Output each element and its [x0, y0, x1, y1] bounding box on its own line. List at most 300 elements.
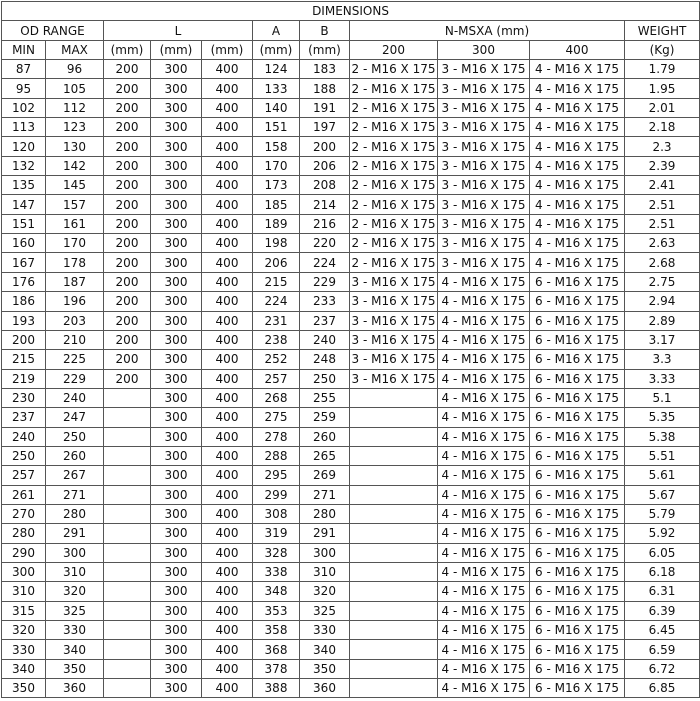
l400-cell: 400	[202, 176, 253, 195]
l200-cell: 200	[104, 214, 151, 233]
bolts300-cell: 4 - M16 X 175	[438, 601, 530, 620]
bolts400-cell: 6 - M16 X 175	[530, 408, 625, 427]
od-min-cell: 176	[2, 272, 46, 291]
header-l: L	[104, 21, 253, 40]
l200-cell	[104, 543, 151, 562]
weight-cell: 5.67	[625, 485, 700, 504]
od-min-cell: 120	[2, 137, 46, 156]
bolts400-cell: 4 - M16 X 175	[530, 118, 625, 137]
l300-cell: 300	[151, 118, 202, 137]
l400-cell: 400	[202, 195, 253, 214]
l300-cell: 300	[151, 427, 202, 446]
table-row	[2, 195, 700, 214]
bolts300-cell: 4 - M16 X 175	[438, 369, 530, 388]
table-row	[2, 466, 700, 485]
bolts300-cell: 4 - M16 X 175	[438, 350, 530, 369]
weight-cell: 6.85	[625, 679, 700, 698]
l400-cell: 400	[202, 427, 253, 446]
od-max-cell: 96	[46, 60, 104, 79]
table-row	[2, 176, 700, 195]
bolts300-cell: 4 - M16 X 175	[438, 292, 530, 311]
table-row	[2, 118, 700, 137]
od-max-cell: 203	[46, 311, 104, 330]
od-min-cell: 250	[2, 446, 46, 465]
od-max-cell: 271	[46, 485, 104, 504]
table-body	[2, 60, 700, 698]
a-cell: 170	[253, 156, 300, 175]
bolts300-cell: 4 - M16 X 175	[438, 659, 530, 678]
l200-cell: 200	[104, 253, 151, 272]
b-cell: 255	[300, 388, 350, 407]
od-min-cell: 320	[2, 621, 46, 640]
l400-cell: 400	[202, 582, 253, 601]
bolts400-cell: 6 - M16 X 175	[530, 427, 625, 446]
l300-cell: 300	[151, 388, 202, 407]
bolts200-cell: 3 - M16 X 175	[350, 350, 438, 369]
l200-cell	[104, 524, 151, 543]
a-cell: 185	[253, 195, 300, 214]
l400-cell: 400	[202, 156, 253, 175]
dimensions-table	[1, 1, 700, 698]
l200-cell: 200	[104, 311, 151, 330]
b-cell: 233	[300, 292, 350, 311]
bolts200-cell	[350, 659, 438, 678]
a-cell: 252	[253, 350, 300, 369]
bolts300-cell: 4 - M16 X 175	[438, 562, 530, 581]
bolts400-cell: 6 - M16 X 175	[530, 311, 625, 330]
l300-cell: 300	[151, 601, 202, 620]
od-max-cell: 240	[46, 388, 104, 407]
table-row	[2, 524, 700, 543]
weight-cell: 2.18	[625, 118, 700, 137]
l300-cell: 300	[151, 562, 202, 581]
l400-cell: 400	[202, 621, 253, 640]
table-row	[2, 156, 700, 175]
bolts300-cell: 4 - M16 X 175	[438, 679, 530, 698]
l200-cell	[104, 504, 151, 523]
bolts400-cell: 6 - M16 X 175	[530, 369, 625, 388]
od-min-cell: 230	[2, 388, 46, 407]
l300-cell: 300	[151, 292, 202, 311]
od-max-cell: 360	[46, 679, 104, 698]
a-cell: 158	[253, 137, 300, 156]
l300-cell: 300	[151, 79, 202, 98]
bolts200-cell	[350, 524, 438, 543]
od-min-cell: 330	[2, 640, 46, 659]
l400-cell: 400	[202, 640, 253, 659]
bolts400-cell: 4 - M16 X 175	[530, 137, 625, 156]
bolts200-cell: 2 - M16 X 175	[350, 137, 438, 156]
l400-cell: 400	[202, 137, 253, 156]
a-cell: 231	[253, 311, 300, 330]
bolts200-cell: 2 - M16 X 175	[350, 214, 438, 233]
l200-cell	[104, 485, 151, 504]
l400-cell: 400	[202, 446, 253, 465]
b-cell: 350	[300, 659, 350, 678]
a-cell: 173	[253, 176, 300, 195]
bolts400-cell: 6 - M16 X 175	[530, 330, 625, 349]
l300-cell: 300	[151, 446, 202, 465]
table-row	[2, 562, 700, 581]
l200-cell: 200	[104, 60, 151, 79]
weight-cell: 2.89	[625, 311, 700, 330]
l200-cell: 200	[104, 292, 151, 311]
od-min-cell: 237	[2, 408, 46, 427]
bolts200-cell	[350, 388, 438, 407]
l200-cell: 200	[104, 330, 151, 349]
od-max-cell: 320	[46, 582, 104, 601]
b-cell: 300	[300, 543, 350, 562]
bolts300-cell: 4 - M16 X 175	[438, 485, 530, 504]
l200-cell: 200	[104, 195, 151, 214]
bolts200-cell	[350, 679, 438, 698]
od-min-cell: 270	[2, 504, 46, 523]
bolts300-cell: 3 - M16 X 175	[438, 118, 530, 137]
od-min-cell: 135	[2, 176, 46, 195]
bolts300-cell: 3 - M16 X 175	[438, 79, 530, 98]
bolts200-cell: 3 - M16 X 175	[350, 311, 438, 330]
table-title: DIMENSIONS	[2, 2, 700, 21]
l400-cell: 400	[202, 272, 253, 291]
header-a: A	[253, 21, 300, 40]
table-row	[2, 79, 700, 98]
l200-cell	[104, 582, 151, 601]
od-min-cell: 200	[2, 330, 46, 349]
a-cell: 288	[253, 446, 300, 465]
od-max-cell: 247	[46, 408, 104, 427]
bolts300-cell: 4 - M16 X 175	[438, 543, 530, 562]
l300-cell: 300	[151, 485, 202, 504]
od-max-cell: 250	[46, 427, 104, 446]
weight-cell: 2.51	[625, 195, 700, 214]
bolts300-cell: 3 - M16 X 175	[438, 234, 530, 253]
l200-cell: 200	[104, 369, 151, 388]
od-max-cell: 170	[46, 234, 104, 253]
l400-cell: 400	[202, 330, 253, 349]
bolts200-cell	[350, 640, 438, 659]
a-cell: 151	[253, 118, 300, 137]
b-cell: 208	[300, 176, 350, 195]
bolts300-cell: 4 - M16 X 175	[438, 621, 530, 640]
weight-cell: 5.1	[625, 388, 700, 407]
weight-cell: 1.79	[625, 60, 700, 79]
bolts400-cell: 4 - M16 X 175	[530, 156, 625, 175]
od-max-cell: 225	[46, 350, 104, 369]
weight-cell: 6.45	[625, 621, 700, 640]
b-cell: 214	[300, 195, 350, 214]
od-min-cell: 261	[2, 485, 46, 504]
table-row	[2, 330, 700, 349]
sub-header-b-unit: (mm)	[300, 40, 350, 59]
l200-cell	[104, 659, 151, 678]
od-min-cell: 167	[2, 253, 46, 272]
od-min-cell: 193	[2, 311, 46, 330]
weight-cell: 1.95	[625, 79, 700, 98]
bolts400-cell: 6 - M16 X 175	[530, 524, 625, 543]
b-cell: 206	[300, 156, 350, 175]
l200-cell	[104, 621, 151, 640]
l400-cell: 400	[202, 679, 253, 698]
a-cell: 388	[253, 679, 300, 698]
od-min-cell: 102	[2, 98, 46, 117]
bolts400-cell: 6 - M16 X 175	[530, 679, 625, 698]
table-row	[2, 214, 700, 233]
l200-cell	[104, 640, 151, 659]
bolts300-cell: 4 - M16 X 175	[438, 446, 530, 465]
weight-cell: 2.63	[625, 234, 700, 253]
l300-cell: 300	[151, 214, 202, 233]
od-max-cell: 267	[46, 466, 104, 485]
bolts300-cell: 4 - M16 X 175	[438, 640, 530, 659]
weight-cell: 5.38	[625, 427, 700, 446]
od-max-cell: 157	[46, 195, 104, 214]
od-min-cell: 95	[2, 79, 46, 98]
weight-cell: 3.17	[625, 330, 700, 349]
b-cell: 240	[300, 330, 350, 349]
bolts400-cell: 6 - M16 X 175	[530, 504, 625, 523]
header-b: B	[300, 21, 350, 40]
table-row	[2, 504, 700, 523]
l400-cell: 400	[202, 562, 253, 581]
bolts200-cell: 2 - M16 X 175	[350, 79, 438, 98]
bolts400-cell: 4 - M16 X 175	[530, 176, 625, 195]
od-max-cell: 340	[46, 640, 104, 659]
l200-cell	[104, 427, 151, 446]
l300-cell: 300	[151, 524, 202, 543]
bolts400-cell: 6 - M16 X 175	[530, 601, 625, 620]
table-row	[2, 253, 700, 272]
l300-cell: 300	[151, 659, 202, 678]
b-cell: 271	[300, 485, 350, 504]
bolts200-cell	[350, 543, 438, 562]
header-od-range: OD RANGE	[2, 21, 104, 40]
bolts400-cell: 4 - M16 X 175	[530, 98, 625, 117]
weight-cell: 2.01	[625, 98, 700, 117]
bolts400-cell: 4 - M16 X 175	[530, 195, 625, 214]
bolts300-cell: 4 - M16 X 175	[438, 272, 530, 291]
weight-cell: 6.72	[625, 659, 700, 678]
l400-cell: 400	[202, 408, 253, 427]
bolts200-cell: 3 - M16 X 175	[350, 292, 438, 311]
bolts200-cell: 2 - M16 X 175	[350, 118, 438, 137]
od-max-cell: 260	[46, 446, 104, 465]
bolts200-cell: 2 - M16 X 175	[350, 60, 438, 79]
b-cell: 188	[300, 79, 350, 98]
od-max-cell: 187	[46, 272, 104, 291]
sub-header-weight-unit: (Kg)	[625, 40, 700, 59]
bolts300-cell: 3 - M16 X 175	[438, 176, 530, 195]
sub-header-min: MIN	[2, 40, 46, 59]
l300-cell: 300	[151, 60, 202, 79]
b-cell: 360	[300, 679, 350, 698]
weight-cell: 5.51	[625, 446, 700, 465]
l400-cell: 400	[202, 601, 253, 620]
l400-cell: 400	[202, 118, 253, 137]
table-row	[2, 659, 700, 678]
l300-cell: 300	[151, 272, 202, 291]
a-cell: 368	[253, 640, 300, 659]
sub-header-l-unit: (mm)	[151, 40, 202, 59]
bolts200-cell	[350, 408, 438, 427]
od-max-cell: 350	[46, 659, 104, 678]
b-cell: 224	[300, 253, 350, 272]
bolts400-cell: 4 - M16 X 175	[530, 253, 625, 272]
bolts400-cell: 6 - M16 X 175	[530, 446, 625, 465]
l300-cell: 300	[151, 582, 202, 601]
l200-cell: 200	[104, 79, 151, 98]
od-min-cell: 300	[2, 562, 46, 581]
l200-cell: 200	[104, 137, 151, 156]
l200-cell	[104, 679, 151, 698]
od-min-cell: 113	[2, 118, 46, 137]
l300-cell: 300	[151, 330, 202, 349]
l400-cell: 400	[202, 253, 253, 272]
bolts300-cell: 3 - M16 X 175	[438, 195, 530, 214]
b-cell: 250	[300, 369, 350, 388]
a-cell: 348	[253, 582, 300, 601]
bolts200-cell	[350, 621, 438, 640]
od-max-cell: 330	[46, 621, 104, 640]
b-cell: 216	[300, 214, 350, 233]
bolts400-cell: 6 - M16 X 175	[530, 292, 625, 311]
l200-cell	[104, 446, 151, 465]
table-row	[2, 408, 700, 427]
b-cell: 183	[300, 60, 350, 79]
b-cell: 330	[300, 621, 350, 640]
od-min-cell: 240	[2, 427, 46, 446]
l200-cell: 200	[104, 176, 151, 195]
b-cell: 340	[300, 640, 350, 659]
weight-cell: 6.59	[625, 640, 700, 659]
bolts400-cell: 4 - M16 X 175	[530, 79, 625, 98]
l300-cell: 300	[151, 350, 202, 369]
a-cell: 278	[253, 427, 300, 446]
od-min-cell: 350	[2, 679, 46, 698]
weight-cell: 2.94	[625, 292, 700, 311]
table-row	[2, 350, 700, 369]
bolts300-cell: 4 - M16 X 175	[438, 466, 530, 485]
sub-header-row	[2, 40, 700, 59]
l200-cell: 200	[104, 156, 151, 175]
a-cell: 206	[253, 253, 300, 272]
sub-header-200: 200	[350, 40, 438, 59]
od-max-cell: 310	[46, 562, 104, 581]
od-max-cell: 196	[46, 292, 104, 311]
sub-header-max: MAX	[46, 40, 104, 59]
bolts300-cell: 3 - M16 X 175	[438, 214, 530, 233]
b-cell: 197	[300, 118, 350, 137]
od-max-cell: 142	[46, 156, 104, 175]
b-cell: 280	[300, 504, 350, 523]
weight-cell: 6.05	[625, 543, 700, 562]
l400-cell: 400	[202, 214, 253, 233]
bolts400-cell: 6 - M16 X 175	[530, 543, 625, 562]
bolts400-cell: 6 - M16 X 175	[530, 350, 625, 369]
a-cell: 215	[253, 272, 300, 291]
bolts400-cell: 6 - M16 X 175	[530, 485, 625, 504]
od-min-cell: 87	[2, 60, 46, 79]
a-cell: 328	[253, 543, 300, 562]
b-cell: 259	[300, 408, 350, 427]
b-cell: 320	[300, 582, 350, 601]
sub-header-l-unit: (mm)	[202, 40, 253, 59]
l400-cell: 400	[202, 485, 253, 504]
table-row	[2, 679, 700, 698]
l300-cell: 300	[151, 369, 202, 388]
table-row	[2, 427, 700, 446]
l200-cell: 200	[104, 272, 151, 291]
b-cell: 248	[300, 350, 350, 369]
od-min-cell: 315	[2, 601, 46, 620]
group-header-row	[2, 21, 700, 40]
table-row	[2, 388, 700, 407]
bolts200-cell: 3 - M16 X 175	[350, 272, 438, 291]
l300-cell: 300	[151, 543, 202, 562]
l400-cell: 400	[202, 388, 253, 407]
header-nmsxa: N-MSXA (mm)	[350, 21, 625, 40]
bolts400-cell: 6 - M16 X 175	[530, 640, 625, 659]
weight-cell: 2.51	[625, 214, 700, 233]
b-cell: 269	[300, 466, 350, 485]
l300-cell: 300	[151, 234, 202, 253]
l300-cell: 300	[151, 253, 202, 272]
table-row	[2, 485, 700, 504]
od-max-cell: 112	[46, 98, 104, 117]
a-cell: 124	[253, 60, 300, 79]
b-cell: 260	[300, 427, 350, 446]
l400-cell: 400	[202, 98, 253, 117]
bolts200-cell: 3 - M16 X 175	[350, 330, 438, 349]
weight-cell: 2.39	[625, 156, 700, 175]
table-row	[2, 601, 700, 620]
od-max-cell: 105	[46, 79, 104, 98]
a-cell: 378	[253, 659, 300, 678]
table-row	[2, 137, 700, 156]
weight-cell: 3.3	[625, 350, 700, 369]
bolts200-cell: 2 - M16 X 175	[350, 98, 438, 117]
bolts200-cell	[350, 485, 438, 504]
b-cell: 237	[300, 311, 350, 330]
sub-header-l-unit: (mm)	[104, 40, 151, 59]
bolts300-cell: 4 - M16 X 175	[438, 408, 530, 427]
b-cell: 291	[300, 524, 350, 543]
bolts200-cell	[350, 582, 438, 601]
bolts200-cell: 2 - M16 X 175	[350, 176, 438, 195]
table-row	[2, 98, 700, 117]
a-cell: 308	[253, 504, 300, 523]
bolts300-cell: 4 - M16 X 175	[438, 311, 530, 330]
l400-cell: 400	[202, 524, 253, 543]
bolts300-cell: 4 - M16 X 175	[438, 504, 530, 523]
weight-cell: 5.61	[625, 466, 700, 485]
bolts400-cell: 6 - M16 X 175	[530, 582, 625, 601]
b-cell: 200	[300, 137, 350, 156]
od-max-cell: 178	[46, 253, 104, 272]
l400-cell: 400	[202, 504, 253, 523]
od-min-cell: 340	[2, 659, 46, 678]
bolts300-cell: 3 - M16 X 175	[438, 137, 530, 156]
weight-cell: 6.18	[625, 562, 700, 581]
a-cell: 295	[253, 466, 300, 485]
b-cell: 265	[300, 446, 350, 465]
l400-cell: 400	[202, 79, 253, 98]
od-min-cell: 186	[2, 292, 46, 311]
bolts200-cell	[350, 466, 438, 485]
weight-cell: 6.39	[625, 601, 700, 620]
l200-cell: 200	[104, 234, 151, 253]
l300-cell: 300	[151, 176, 202, 195]
a-cell: 189	[253, 214, 300, 233]
